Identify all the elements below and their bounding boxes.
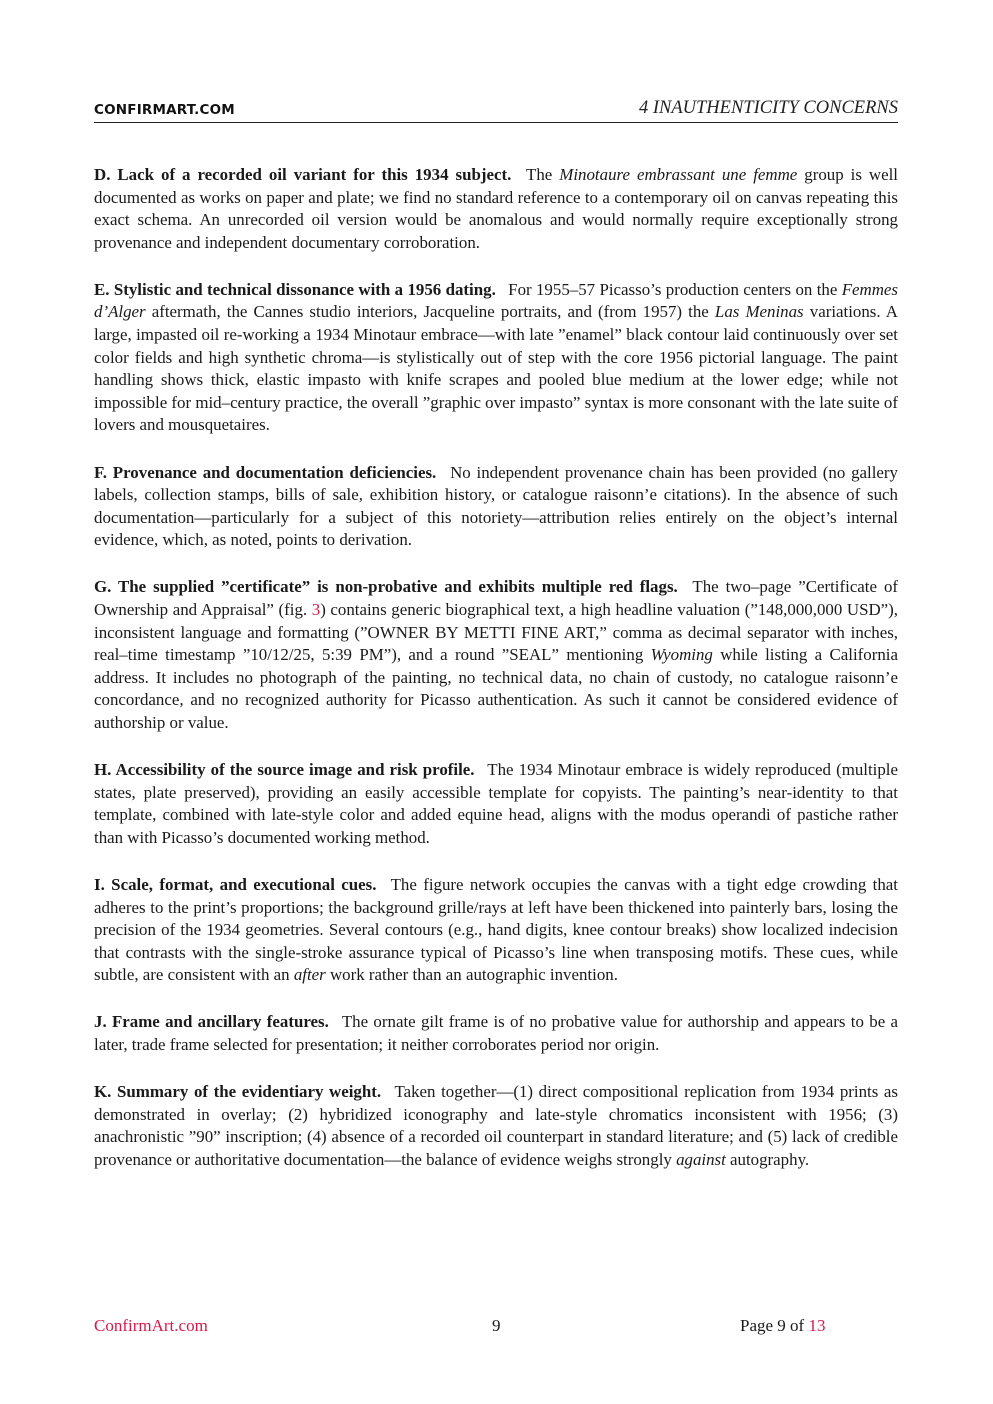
paragraph-text: The two–page ”Certificate of Ownership and Appraisal” (fig. (94, 577, 899, 619)
paragraph-text: group is well documented as works on paper and plate; we find no standard reference to a contemporary oil on canvas repeating this exact schema. An unrecorded oil version would be anomalous and would normally require exceptionally strong provenance and independent documentary corroboration. (94, 165, 898, 252)
page-total-link[interactable]: 13 (808, 1316, 826, 1335)
section-title: 4 INAUTHENTICITY CONCERNS (638, 98, 898, 118)
paragraph-text: Taken together—(1) direct compositional replication from 1934 prints as demonstrated in overlay; (2) hybridized iconography and late-style chromatics inconsistent with 1956; (3) anachronistic ”90” inscription; (4) absence of a recorded oil counterpart in standard literature; and (5) lack of credible provenance or authoritative documentation—the balance of evidence weighs strongly (94, 1082, 898, 1169)
paragraph-text: No independent provenance chain has been provided (no gallery labels, collection stamps, bills of sale, exhibition history, or catalogue raisonn’e citations). In the absence of such documentation—particularly for a subject of this notoriety—attribution relies entirely on the object’s internal evidence, which, as noted, points to derivation. (94, 462, 898, 550)
paragraph-text: autography. (725, 1149, 810, 1169)
paragraph-heading: D. Lack of a recorded oil variant for this 1934 subject. (94, 165, 512, 184)
paragraph-text: while listing a California address. It includes no photograph of the painting, no technical data, no chain of custody, no catalogue raisonn’e concordance, and no recognized authority for Picasso authentication. As such it cannot be considered evidence of authorship or value. (94, 645, 898, 732)
page-footer (94, 1316, 898, 1338)
page-count-prefix: Page 9 of (740, 1316, 809, 1335)
footer-page-count (740, 1316, 825, 1336)
paragraph-text: The ornate gilt frame is of no probative value for authorship and appears to be a later, trade frame selected for presentation; it neither corroborates period nor origin. (94, 1012, 899, 1054)
paragraph-text: The (526, 165, 560, 184)
paragraph-h (94, 759, 898, 849)
paragraph-text: The 1934 Minotaur embrace is widely reproduced (multiple states, plate preserved), providing an easily accessible template for copyists. The painting’s near-identity to that template, combined with late-style color and added equine head, aligns with the modus operandi of pastiche rather than with Picasso’s documented working method. (94, 760, 898, 847)
emphasis-text: Wyoming (650, 645, 713, 665)
paragraph-heading: J. Frame and ancillary features. (94, 1012, 329, 1032)
footer-site-link[interactable]: ConfirmArt.com (94, 1316, 208, 1335)
paragraph-text: ) contains generic biographical text, a high headline valuation (”148,000,000 USD”), inconsistent language and formatting (”OWNER BY METTI FINE ART,” comma as decimal separator with inches, real–time timestamp ”10/12/25, 5:39 PM”), and a round ”SEAL” mentioning (94, 600, 899, 665)
document-body (94, 164, 898, 1196)
paragraph-text: For 1955–57 Picasso’s production centers on the (508, 279, 842, 299)
confirmart-logo: CONFIRMART.COM (94, 102, 235, 118)
paragraph-heading: G. The supplied ”certificate” is non-probative and exhibits multiple red flags. (94, 577, 678, 597)
emphasis-text: Femmes d’Alger (94, 279, 898, 322)
paragraph-g (94, 576, 898, 734)
emphasis-text: against (676, 1149, 726, 1169)
paragraph-text: The figure network occupies the canvas with a tight edge crowding that adheres to the print’s proportions; the background grille/rays at left have been thickened into painterly bars, losing the precision of the 1934 geometries. Several contours (e.g., hand digits, knee contour breaks) show localized indecision that contrasts with the single-stroke assurance typical of Picasso’s line when transposing motifs. These cues, while subtle, are consistent with an (94, 874, 898, 985)
paragraph-heading: I. Scale, format, and executional cues. (94, 874, 377, 894)
figure-reference-link[interactable]: 3 (311, 600, 321, 619)
paragraph-k (94, 1081, 898, 1171)
footer-page-number: 9 (492, 1316, 501, 1335)
paragraph-j (94, 1011, 898, 1056)
page-header (94, 98, 898, 123)
emphasis-text: Minotaure embrassant une femme (559, 165, 798, 184)
paragraph-text: work rather than an autographic invention. (325, 965, 618, 985)
emphasis-text: Las Meninas (714, 302, 804, 322)
paragraph-text: variations. A large, impasted oil re-working a 1934 Minotaur embrace—with late ”enamel” black contour laid continuously over set color fields and high synthetic chroma—is stylistically out of step with the core 1956 pictorial language. The paint handling shows thick, elastic impasto with knife scrapes and pooled blue medium at the lower edge; while not impossible for mid–century practice, the overall ”graphic over impasto” syntax is more consonant with the late suite of lovers and mousquetaires. (94, 302, 898, 435)
paragraph-e (94, 279, 898, 437)
paragraph-heading: E. Stylistic and technical dissonance with a 1956 dating. (94, 279, 496, 299)
emphasis-text: after (293, 965, 326, 985)
paragraph-heading: H. Accessibility of the source image and risk profile. (94, 760, 475, 780)
paragraph-heading: K. Summary of the evidentiary weight. (94, 1082, 382, 1102)
paragraph-f (94, 462, 898, 552)
paragraph-heading: F. Provenance and documentation deficiencies. (94, 462, 437, 482)
paragraph-text: aftermath, the Cannes studio interiors, Jacqueline portraits, and (from 1957) the (145, 302, 715, 322)
paragraph-d (94, 164, 898, 254)
paragraph-i (94, 874, 898, 987)
